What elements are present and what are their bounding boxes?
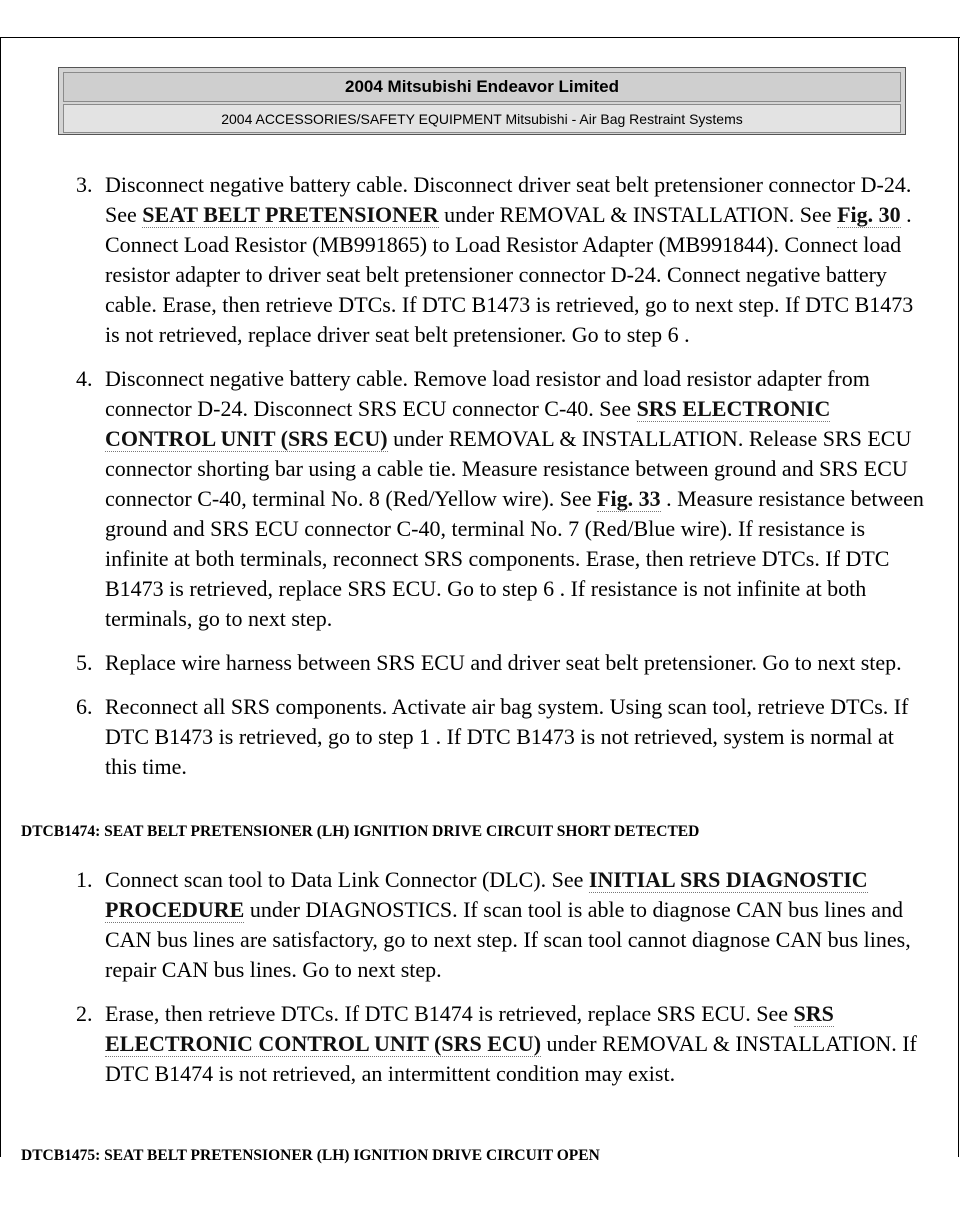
- step-number: 1.: [76, 867, 93, 892]
- step-number: 6.: [76, 694, 93, 719]
- step-text: under REMOVAL & INSTALLATION. See: [438, 202, 838, 227]
- fig-30-link[interactable]: Fig. 30: [837, 202, 901, 227]
- step-number: 2.: [76, 1001, 93, 1026]
- step-text: under REMOVAL & INSTALLATION. Release SRS ECU connector shorting bar using a cable tie. Measure resistance between ground and SRS ECU connector C-40, terminal No. 8 (Red/Yellow wire). See: [105, 426, 912, 511]
- step-text: Erase, then retrieve DTCs. If DTC B1474 is retrieved, replace SRS ECU. See: [105, 1001, 794, 1026]
- step-3: [0, 170, 960, 350]
- dtc-b1475-heading: DTCB1475: SEAT BELT PRETENSIONER (LH) IGNITION DRIVE CIRCUIT OPEN: [21, 1147, 600, 1164]
- procedure-steps-b1473: [0, 170, 960, 796]
- step-text: Replace wire harness between SRS ECU and driver seat belt pretensioner. Go to next step.: [105, 650, 902, 675]
- srs-ecu-link[interactable]: SRS ELECTRONIC CONTROL UNIT (SRS ECU): [105, 396, 831, 451]
- step-text: Disconnect negative battery cable. Remove load resistor and load resistor adapter from connector D-24. Disconnect SRS ECU connector C-40. See: [105, 366, 870, 421]
- step-2: [0, 999, 960, 1089]
- step-number: 5.: [76, 650, 93, 675]
- page-frame-top: [0, 37, 960, 38]
- vehicle-title: 2004 Mitsubishi Endeavor Limited: [63, 72, 901, 102]
- step-text: under REMOVAL & INSTALLATION. If DTC B1474 is not retrieved, an intermittent condition may exist.: [105, 1031, 917, 1086]
- step-1: [0, 865, 960, 985]
- step-4: [0, 364, 960, 634]
- procedure-steps-b1474: [0, 865, 960, 1103]
- step-6: [0, 692, 960, 782]
- step-text: Reconnect all SRS components. Activate air bag system. Using scan tool, retrieve DTCs. If DTC B1473 is retrieved, go to step 1 . If DTC B1473 is not retrieved, system is normal at this time.: [105, 694, 909, 779]
- step-text: Connect scan tool to Data Link Connector (DLC). See: [105, 867, 589, 892]
- step-number: 4.: [76, 366, 93, 391]
- fig-33-link[interactable]: Fig. 33: [597, 486, 661, 511]
- step-5: [0, 648, 960, 678]
- srs-ecu-link[interactable]: SRS ELECTRONIC CONTROL UNIT (SRS ECU): [105, 1001, 834, 1056]
- initial-srs-diagnostic-procedure-link[interactable]: INITIAL SRS DIAGNOSTIC PROCEDURE: [105, 867, 868, 922]
- step-text: . Measure resistance between ground and SRS ECU connector C-40, terminal No. 7 (Red/Blue wire). If resistance is infinite at both terminals, reconnect SRS components. Erase, then retrieve DTCs. If DTC B1473 is retrieved, replace SRS ECU. Go to step 6 . If resistance is not infinite at both terminals, go to next step.: [105, 486, 924, 631]
- step-text: Disconnect negative battery cable. Disconnect driver seat belt pretensioner connector D-24. See: [105, 172, 912, 227]
- section-subtitle: 2004 ACCESSORIES/SAFETY EQUIPMENT Mitsubishi - Air Bag Restraint Systems: [63, 104, 901, 133]
- dtc-b1474-heading: DTCB1474: SEAT BELT PRETENSIONER (LH) IGNITION DRIVE CIRCUIT SHORT DETECTED: [21, 823, 700, 840]
- step-text: . Connect Load Resistor (MB991865) to Load Resistor Adapter (MB991844). Connect load resistor adapter to driver seat belt pretensioner connector D-24. Connect negative battery cable. Erase, then retrieve DTCs. If DTC B1473 is retrieved, go to next step. If DTC B1473 is not retrieved, replace driver seat belt pretensioner. Go to step 6 .: [105, 202, 914, 347]
- step-number: 3.: [76, 172, 93, 197]
- seat-belt-pretensioner-link[interactable]: SEAT BELT PRETENSIONER: [142, 202, 439, 227]
- document-header: [58, 67, 906, 135]
- step-text: under DIAGNOSTICS. If scan tool is able to diagnose CAN bus lines and CAN bus lines are satisfactory, go to next step. If scan tool cannot diagnose CAN bus lines, repair CAN bus lines. Go to next step.: [105, 897, 911, 982]
